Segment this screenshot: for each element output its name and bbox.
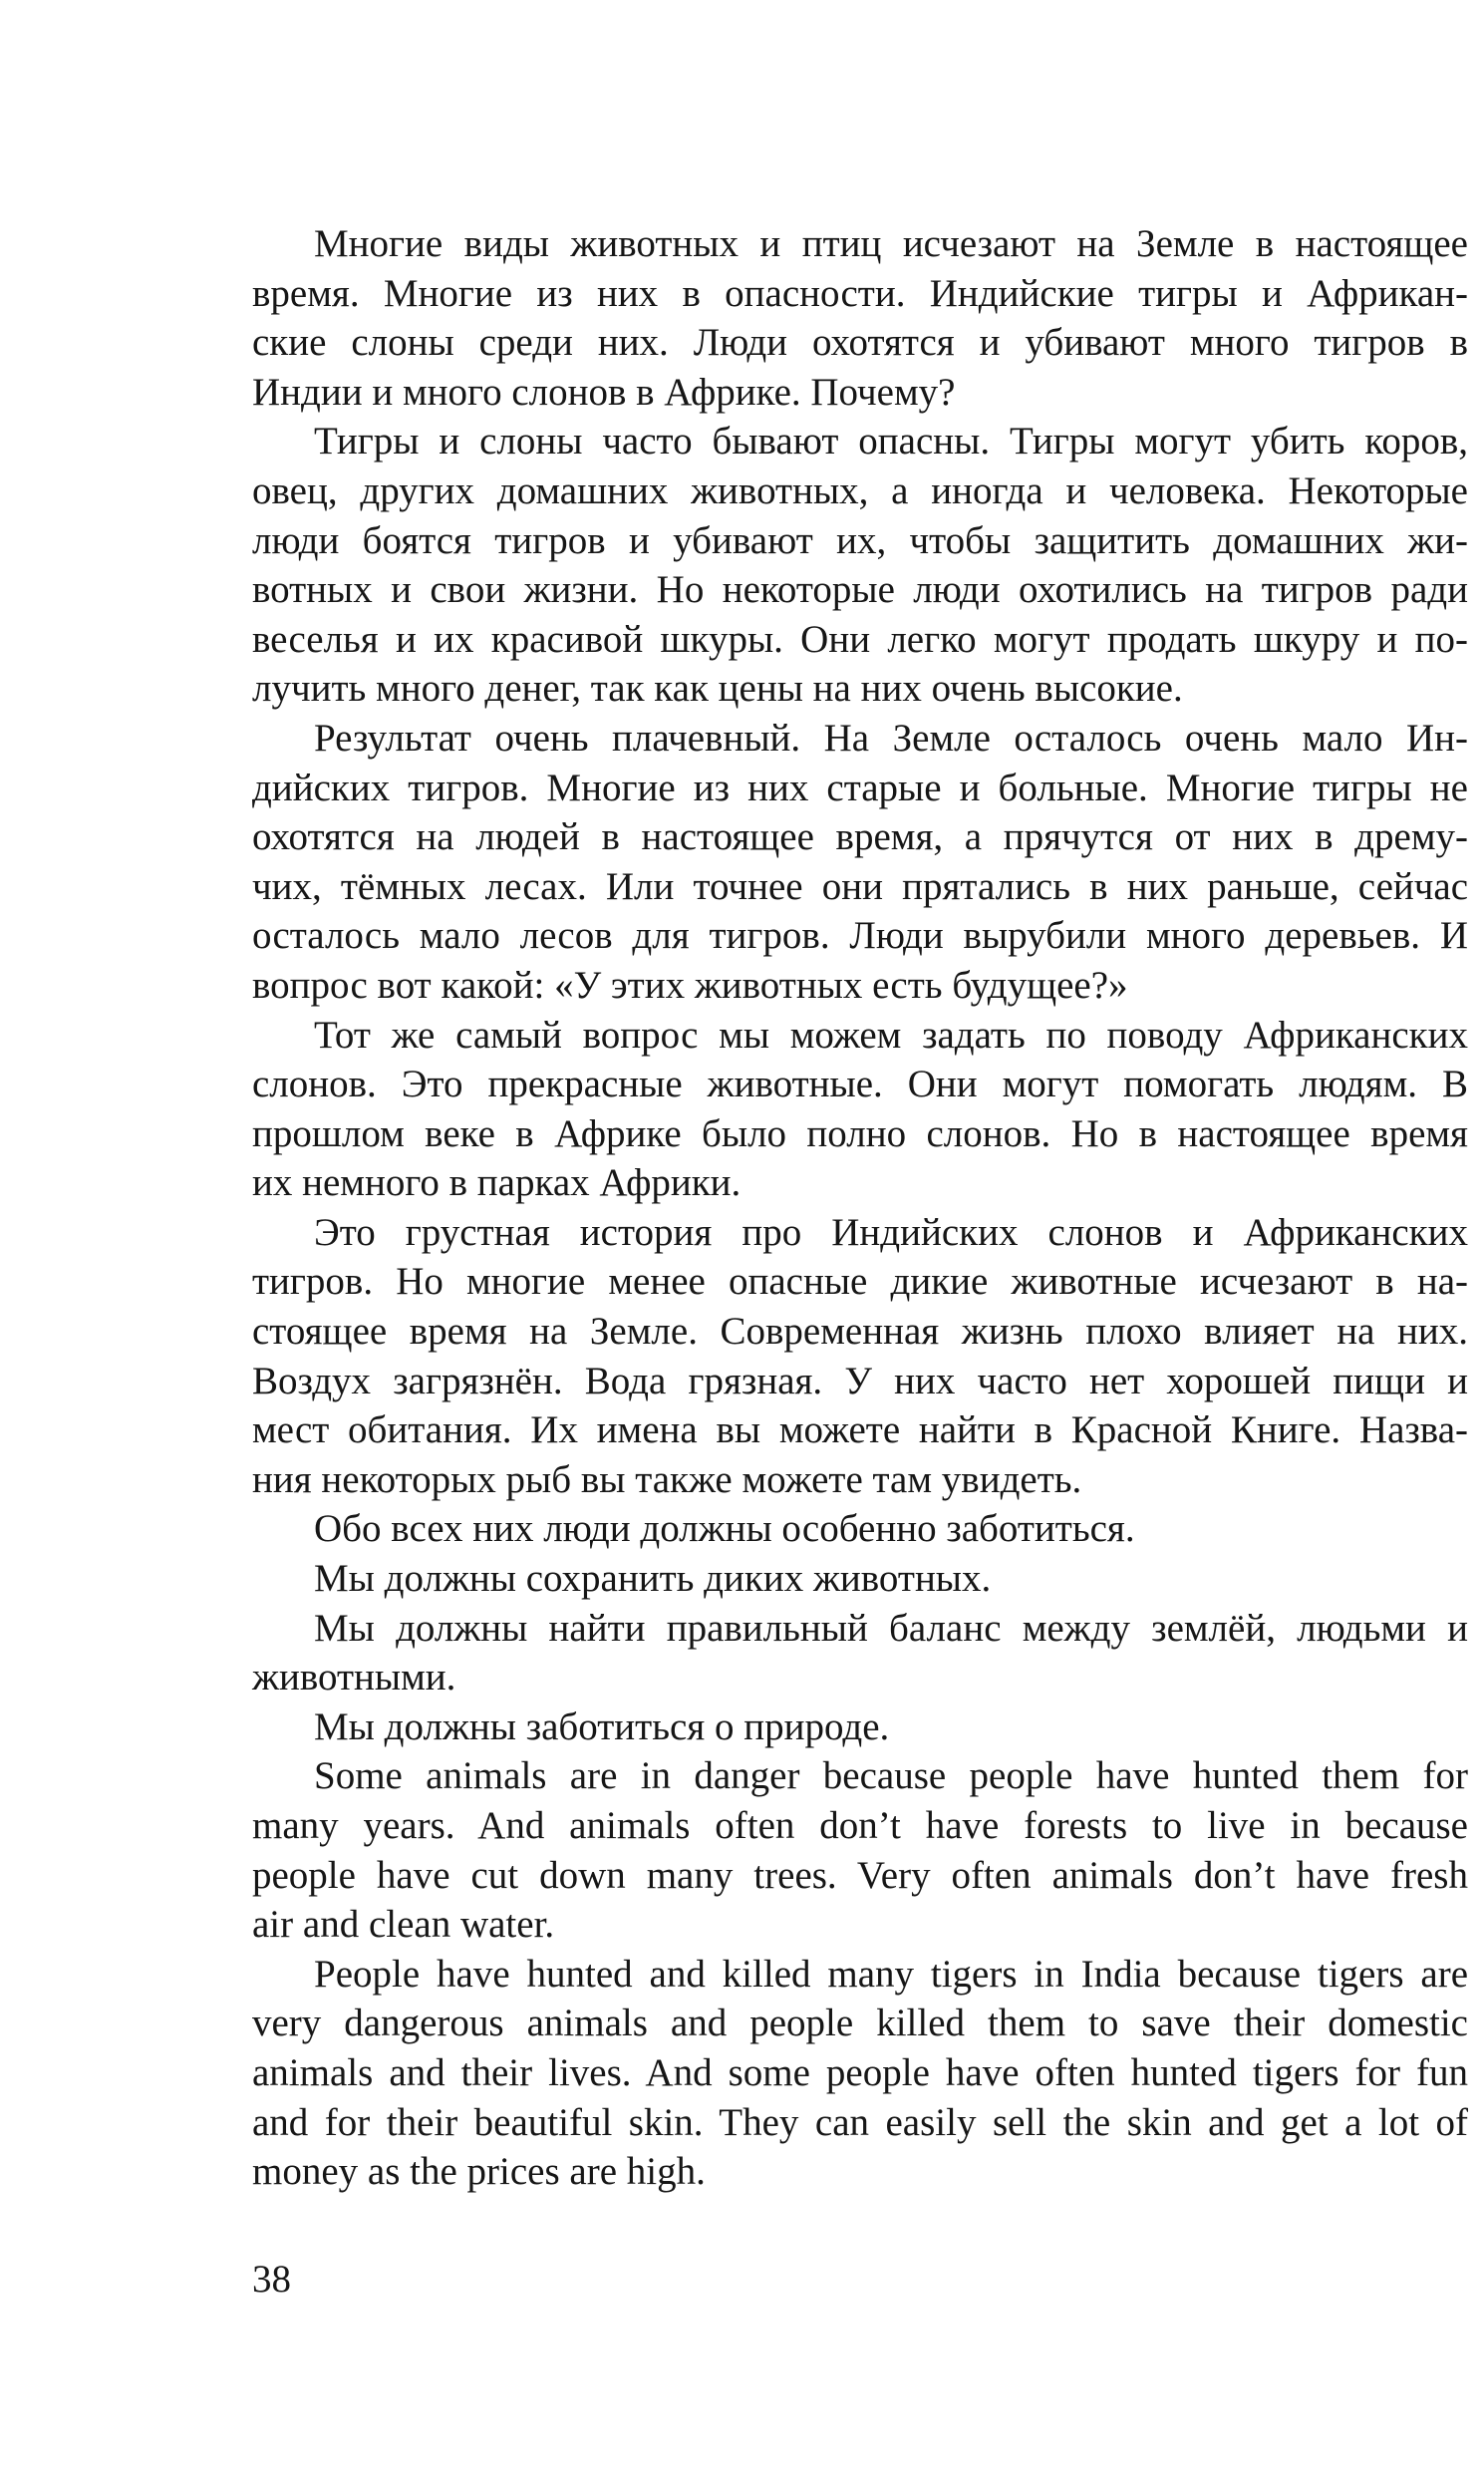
- text-line: Тигры и слоны часто бывают опасны. Тигры могут убить коров,: [314, 420, 1468, 463]
- text-line: and for their beautiful skin. They can easily sell the skin and get a lot of: [252, 2100, 1468, 2144]
- paragraph-sad-story: [252, 1208, 1468, 1505]
- text-line: animals and their lives. And some people have often hunted tigers for fun: [252, 2050, 1468, 2094]
- text-line: люди боятся тигров и убивают их, чтобы защитить домашних жи-: [252, 518, 1468, 562]
- text-line: веселья и их красивой шкуры. Они легко могут продать шкуру и по-: [252, 617, 1468, 661]
- body-text: [252, 219, 1468, 2197]
- paragraph-nature: [252, 1702, 1468, 1752]
- text-line: вопрос вот какой: «У этих животных есть будущее?»: [252, 963, 1128, 1007]
- text-line: ния некоторых рыб вы также можете там увидеть.: [252, 1457, 1082, 1501]
- text-line: осталось мало лесов для тигров. Люди вырубили много деревьев. И: [252, 914, 1468, 958]
- text-line: время. Многие из них в опасности. Индийские тигры и Африкан-: [252, 271, 1468, 315]
- paragraph-preserve: [252, 1554, 1468, 1604]
- text-line: Индии и много слонов в Африке. Почему?: [252, 370, 956, 414]
- text-line: people have cut down many trees. Very often animals don’t have fresh: [252, 1853, 1468, 1897]
- text-line: Мы должны сохранить диких животных.: [314, 1557, 992, 1601]
- text-line: ские слоны среди них. Люди охотятся и убивают много тигров в: [252, 321, 1468, 365]
- paragraph-english-danger: [252, 1751, 1468, 1949]
- text-line: many years. And animals often don’t have forests to live in because: [252, 1804, 1468, 1847]
- text-line: air and clean water.: [252, 1903, 555, 1947]
- text-line: лучить много денег, так как цены на них очень высокие.: [252, 667, 1183, 711]
- paragraph-english-tigers: [252, 1950, 1468, 2197]
- paragraph-african-elephants: [252, 1011, 1468, 1208]
- text-line: Some animals are in danger because people have hunted them for: [314, 1754, 1468, 1798]
- text-line: Обо всех них люди должны особенно заботиться.: [314, 1507, 1135, 1551]
- text-line: тигров. Но многие менее опасные дикие животные исчезают в на-: [252, 1260, 1468, 1304]
- text-line: вотных и свои жизни. Но некоторые люди охотились на тигров ради: [252, 568, 1468, 612]
- paragraph-care: [252, 1504, 1468, 1554]
- text-line: Результат очень плачевный. На Земле осталось очень мало Ин-: [314, 716, 1468, 760]
- text-line: их немного в парках Африки.: [252, 1161, 742, 1205]
- text-line: дийских тигров. Многие из них старые и больные. Многие тигры не: [252, 766, 1468, 809]
- text-line: стоящее время на Земле. Современная жизнь плохо влияет на них.: [252, 1310, 1468, 1354]
- text-line: Многие виды животных и птиц исчезают на Земле в настоящее: [314, 222, 1468, 265]
- text-line: Мы должны заботиться о природе.: [314, 1704, 890, 1748]
- text-line: охотятся на людей в настоящее время, а прячутся от них в дрему-: [252, 815, 1468, 859]
- text-line: Мы должны найти правильный баланс между землёй, людьми и: [314, 1606, 1468, 1650]
- text-line: very dangerous animals and people killed them to save their domestic: [252, 2002, 1468, 2045]
- text-line: чих, тёмных лесах. Или точнее они прятались в них раньше, сейчас: [252, 864, 1468, 908]
- text-line: животными.: [252, 1656, 456, 1699]
- paragraph-tigers-and-elephants: [252, 417, 1468, 714]
- text-line: мест обитания. Их имена вы можете найти в Красной Книге. Назва-: [252, 1408, 1468, 1452]
- text-line: слонов. Это прекрасные животные. Они могут помогать людям. В: [252, 1063, 1468, 1106]
- text-line: прошлом веке в Африке было полно слонов. Но в настоящее время: [252, 1111, 1468, 1155]
- text-line: People have hunted and killed many tigers in India because tigers are: [314, 1952, 1468, 1996]
- text-line: Тот же самый вопрос мы можем задать по поводу Африканских: [314, 1013, 1468, 1057]
- text-line: овец, других домашних животных, а иногда и человека. Некоторые: [252, 468, 1468, 512]
- paragraph-balance: [252, 1604, 1468, 1702]
- paragraph-result: [252, 714, 1468, 1011]
- page-number: 38: [252, 2258, 291, 2301]
- text-line: money as the prices are high.: [252, 2150, 706, 2194]
- paragraph-endangered-species: [252, 219, 1468, 417]
- text-line: Воздух загрязнён. Вода грязная. У них часто нет хорошей пищи и: [252, 1359, 1468, 1402]
- text-line: Это грустная история про Индийских слонов и Африканских: [314, 1210, 1468, 1254]
